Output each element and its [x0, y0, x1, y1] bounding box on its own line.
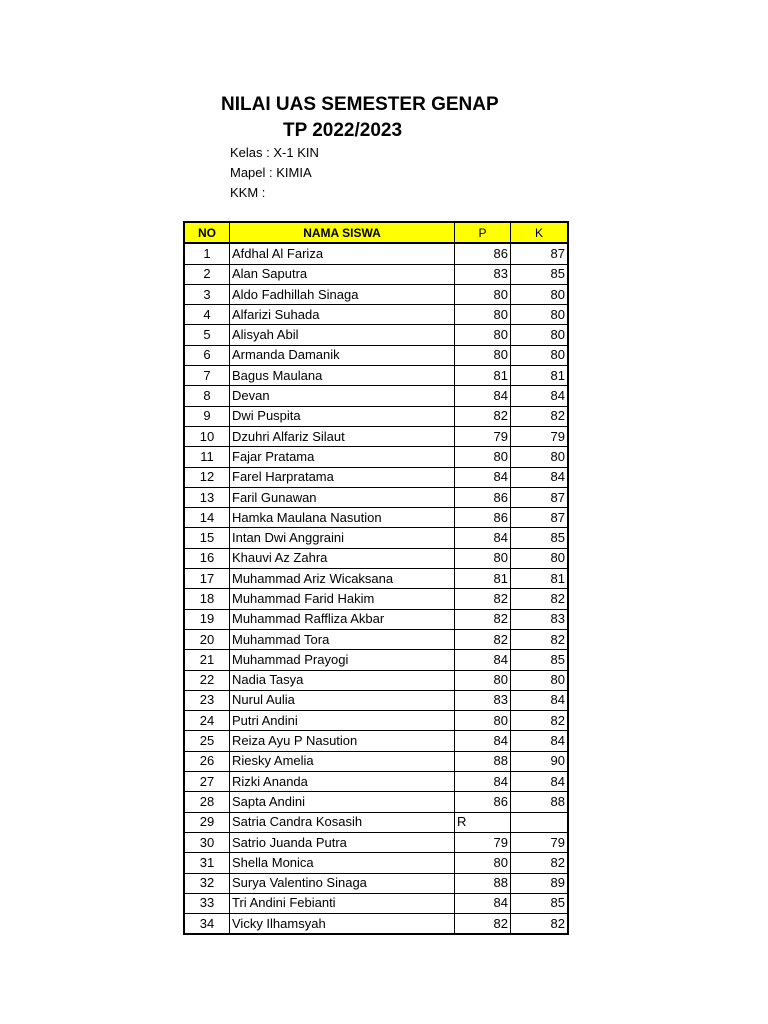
cell-p: 84	[455, 772, 511, 792]
cell-p: 81	[455, 569, 511, 589]
cell-name: Muhammad Raffliza Akbar	[230, 609, 455, 629]
cell-name: Faril Gunawan	[230, 487, 455, 507]
header-name: NAMA SISWA	[230, 222, 455, 243]
cell-no: 29	[184, 812, 230, 832]
cell-p: 84	[455, 731, 511, 751]
table-row	[184, 609, 568, 629]
cell-no: 5	[184, 325, 230, 345]
table-row	[184, 772, 568, 792]
cell-name: Armanda Damanik	[230, 345, 455, 365]
cell-no: 34	[184, 914, 230, 935]
cell-no: 19	[184, 609, 230, 629]
cell-p: 86	[455, 243, 511, 264]
class-info	[230, 143, 319, 203]
table-row	[184, 711, 568, 731]
cell-k: 90	[511, 751, 569, 771]
table-body	[184, 243, 568, 934]
cell-k: 85	[511, 893, 569, 913]
header-p: P	[455, 222, 511, 243]
cell-no: 21	[184, 650, 230, 670]
table-row	[184, 264, 568, 284]
table-row	[184, 812, 568, 832]
cell-no: 27	[184, 772, 230, 792]
cell-p: 83	[455, 690, 511, 710]
cell-no: 18	[184, 589, 230, 609]
cell-no: 2	[184, 264, 230, 284]
cell-p: 86	[455, 508, 511, 528]
cell-name: Devan	[230, 386, 455, 406]
cell-k: 82	[511, 853, 569, 873]
header-k: K	[511, 222, 569, 243]
cell-name: Intan Dwi Anggraini	[230, 528, 455, 548]
cell-no: 12	[184, 467, 230, 487]
cell-name: Sapta Andini	[230, 792, 455, 812]
cell-no: 23	[184, 690, 230, 710]
cell-p: 82	[455, 609, 511, 629]
table-row	[184, 853, 568, 873]
cell-p: 86	[455, 792, 511, 812]
table-row	[184, 345, 568, 365]
table-row	[184, 569, 568, 589]
cell-p: 80	[455, 711, 511, 731]
cell-no: 4	[184, 305, 230, 325]
cell-no: 20	[184, 629, 230, 649]
table-row	[184, 873, 568, 893]
table-row	[184, 467, 568, 487]
table-row	[184, 589, 568, 609]
cell-k: 89	[511, 873, 569, 893]
table-row	[184, 629, 568, 649]
cell-no: 33	[184, 893, 230, 913]
cell-name: Bagus Maulana	[230, 366, 455, 386]
cell-name: Satrio Juanda Putra	[230, 832, 455, 852]
cell-p: 82	[455, 406, 511, 426]
table-row	[184, 487, 568, 507]
cell-p: 84	[455, 893, 511, 913]
mapel-label: Mapel : KIMIA	[230, 165, 312, 180]
cell-p: 86	[455, 487, 511, 507]
table-row	[184, 426, 568, 446]
grades-table	[183, 221, 569, 935]
cell-no: 25	[184, 731, 230, 751]
cell-name: Muhammad Farid Hakim	[230, 589, 455, 609]
cell-p: 80	[455, 853, 511, 873]
table-row	[184, 325, 568, 345]
cell-name: Dwi Puspita	[230, 406, 455, 426]
cell-k: 84	[511, 386, 569, 406]
cell-k: 84	[511, 731, 569, 751]
cell-k: 82	[511, 914, 569, 935]
cell-k: 87	[511, 487, 569, 507]
header-no: NO	[184, 222, 230, 243]
table-row	[184, 751, 568, 771]
kelas-label: Kelas : X-1 KIN	[230, 145, 319, 160]
cell-no: 30	[184, 832, 230, 852]
cell-k: 88	[511, 792, 569, 812]
cell-no: 32	[184, 873, 230, 893]
cell-p: 84	[455, 650, 511, 670]
cell-name: Riesky Amelia	[230, 751, 455, 771]
cell-no: 7	[184, 366, 230, 386]
cell-k: 87	[511, 508, 569, 528]
cell-name: Alan Saputra	[230, 264, 455, 284]
cell-no: 10	[184, 426, 230, 446]
cell-name: Hamka Maulana Nasution	[230, 508, 455, 528]
page-subtitle: TP 2022/2023	[283, 120, 403, 141]
cell-p: 84	[455, 528, 511, 548]
table-row	[184, 508, 568, 528]
cell-p: 80	[455, 325, 511, 345]
table-row	[184, 548, 568, 568]
cell-name: Muhammad Ariz Wicaksana	[230, 569, 455, 589]
cell-no: 16	[184, 548, 230, 568]
table-row	[184, 305, 568, 325]
cell-name: Rizki Ananda	[230, 772, 455, 792]
cell-no: 28	[184, 792, 230, 812]
cell-k: 85	[511, 650, 569, 670]
cell-name: Aldo Fadhillah Sinaga	[230, 284, 455, 304]
cell-p: 80	[455, 345, 511, 365]
cell-p: 83	[455, 264, 511, 284]
cell-k: 87	[511, 243, 569, 264]
cell-name: Nadia Tasya	[230, 670, 455, 690]
cell-name: Surya Valentino Sinaga	[230, 873, 455, 893]
table-row	[184, 792, 568, 812]
table-row	[184, 650, 568, 670]
cell-k: 80	[511, 345, 569, 365]
cell-k: 80	[511, 670, 569, 690]
cell-name: Khauvi Az Zahra	[230, 548, 455, 568]
table-row	[184, 690, 568, 710]
cell-p: R	[455, 812, 511, 832]
cell-name: Farel Harpratama	[230, 467, 455, 487]
table-row	[184, 366, 568, 386]
cell-k: 82	[511, 629, 569, 649]
cell-no: 24	[184, 711, 230, 731]
cell-k: 85	[511, 528, 569, 548]
cell-p: 79	[455, 832, 511, 852]
cell-no: 9	[184, 406, 230, 426]
cell-name: Afdhal Al Fariza	[230, 243, 455, 264]
table-row	[184, 670, 568, 690]
cell-k: 84	[511, 467, 569, 487]
cell-name: Dzuhri Alfariz Silaut	[230, 426, 455, 446]
cell-p: 80	[455, 305, 511, 325]
cell-name: Shella Monica	[230, 853, 455, 873]
cell-no: 14	[184, 508, 230, 528]
cell-p: 88	[455, 873, 511, 893]
cell-no: 17	[184, 569, 230, 589]
table-row	[184, 528, 568, 548]
cell-k: 80	[511, 305, 569, 325]
cell-no: 22	[184, 670, 230, 690]
cell-no: 1	[184, 243, 230, 264]
cell-name: Alisyah Abil	[230, 325, 455, 345]
table-row	[184, 386, 568, 406]
cell-k: 80	[511, 284, 569, 304]
cell-no: 15	[184, 528, 230, 548]
cell-p: 79	[455, 426, 511, 446]
kkm-label: KKM :	[230, 185, 266, 200]
cell-no: 11	[184, 447, 230, 467]
cell-k: 84	[511, 690, 569, 710]
cell-k: 80	[511, 447, 569, 467]
cell-k: 85	[511, 264, 569, 284]
cell-p: 84	[455, 386, 511, 406]
table-row	[184, 447, 568, 467]
cell-k: 80	[511, 548, 569, 568]
cell-p: 88	[455, 751, 511, 771]
cell-name: Muhammad Prayogi	[230, 650, 455, 670]
cell-name: Muhammad Tora	[230, 629, 455, 649]
cell-p: 82	[455, 629, 511, 649]
cell-name: Satria Candra Kosasih	[230, 812, 455, 832]
cell-k: 81	[511, 366, 569, 386]
cell-k: 79	[511, 832, 569, 852]
cell-p: 80	[455, 284, 511, 304]
table-header-row	[184, 222, 568, 243]
cell-p: 82	[455, 914, 511, 935]
table-row	[184, 893, 568, 913]
cell-name: Fajar Pratama	[230, 447, 455, 467]
cell-no: 8	[184, 386, 230, 406]
cell-no: 3	[184, 284, 230, 304]
cell-no: 26	[184, 751, 230, 771]
table-row	[184, 832, 568, 852]
table-row	[184, 914, 568, 935]
cell-no: 13	[184, 487, 230, 507]
cell-k: 80	[511, 325, 569, 345]
cell-k: 84	[511, 772, 569, 792]
cell-k	[511, 812, 569, 832]
cell-k: 82	[511, 406, 569, 426]
table-row	[184, 731, 568, 751]
cell-p: 80	[455, 670, 511, 690]
cell-name: Alfarizi Suhada	[230, 305, 455, 325]
cell-p: 82	[455, 589, 511, 609]
cell-p: 84	[455, 467, 511, 487]
cell-name: Tri Andini Febianti	[230, 893, 455, 913]
page-title: NILAI UAS SEMESTER GENAP	[221, 94, 499, 115]
cell-p: 80	[455, 447, 511, 467]
cell-k: 79	[511, 426, 569, 446]
table-row	[184, 284, 568, 304]
cell-name: Vicky Ilhamsyah	[230, 914, 455, 935]
cell-no: 6	[184, 345, 230, 365]
cell-name: Nurul Aulia	[230, 690, 455, 710]
cell-k: 82	[511, 711, 569, 731]
cell-k: 82	[511, 589, 569, 609]
cell-k: 81	[511, 569, 569, 589]
cell-no: 31	[184, 853, 230, 873]
cell-k: 83	[511, 609, 569, 629]
cell-p: 80	[455, 548, 511, 568]
table-row	[184, 406, 568, 426]
table-row	[184, 243, 568, 264]
cell-name: Reiza Ayu P Nasution	[230, 731, 455, 751]
cell-name: Putri Andini	[230, 711, 455, 731]
cell-p: 81	[455, 366, 511, 386]
